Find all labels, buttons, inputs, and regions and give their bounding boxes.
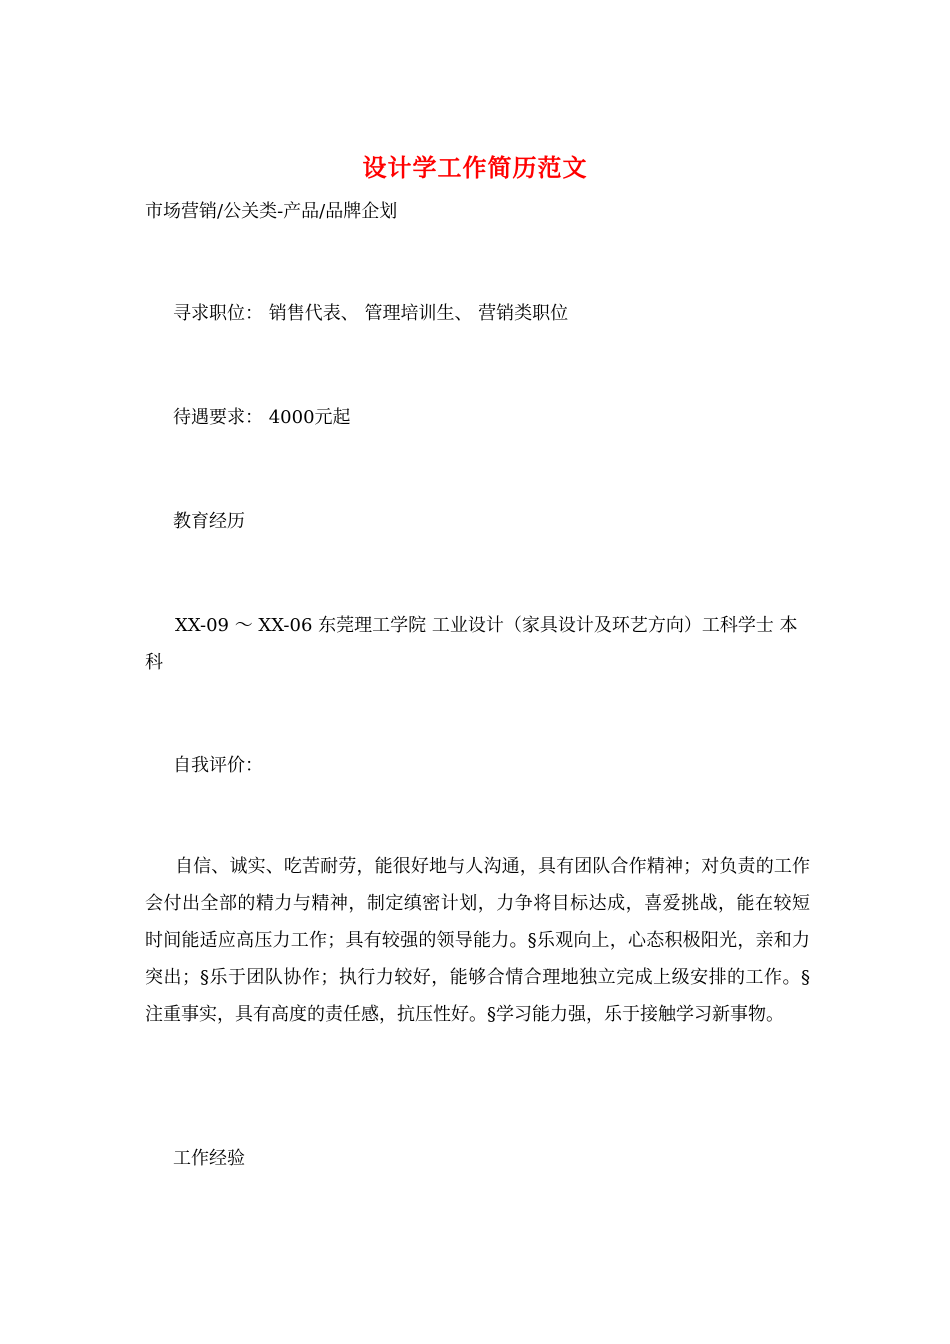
work-heading: 工作经验	[173, 1148, 245, 1169]
self-eval-text: 自信、诚实、吃苦耐劳，能很好地与人沟通，具有团队合作精神；对负责的工作会付出全部的精力与精神，制定缜密计划，力争将目标达成，喜爱挑战，能在较短时间能适应高压力工作；具有较强的领导能力。§乐观向上，心态积极阳光，亲和力突出；§乐于团队协作；执行力较好，能够合情合理地独立完成上级安排的工作。§注重事实，具有高度的责任感，抗压性好。§学习能力强，乐于接触学习新事物。	[145, 856, 810, 1025]
category-line: 市场营销/公关类-产品/品牌企划	[145, 201, 398, 222]
job-seeking-line: 寻求职位： 销售代表、 管理培训生、 营销类职位	[173, 303, 569, 324]
salary-line: 待遇要求： 4000元起	[173, 407, 351, 428]
self-eval-heading: 自我评价：	[173, 755, 263, 776]
education-heading: 教育经历	[173, 511, 245, 532]
education-entry: XX-09 ～ XX-06 东莞理工学院 工业设计（家具设计及环艺方向）工科学士 本科	[145, 615, 798, 673]
document-title: 设计学工作简历范文	[362, 153, 588, 182]
